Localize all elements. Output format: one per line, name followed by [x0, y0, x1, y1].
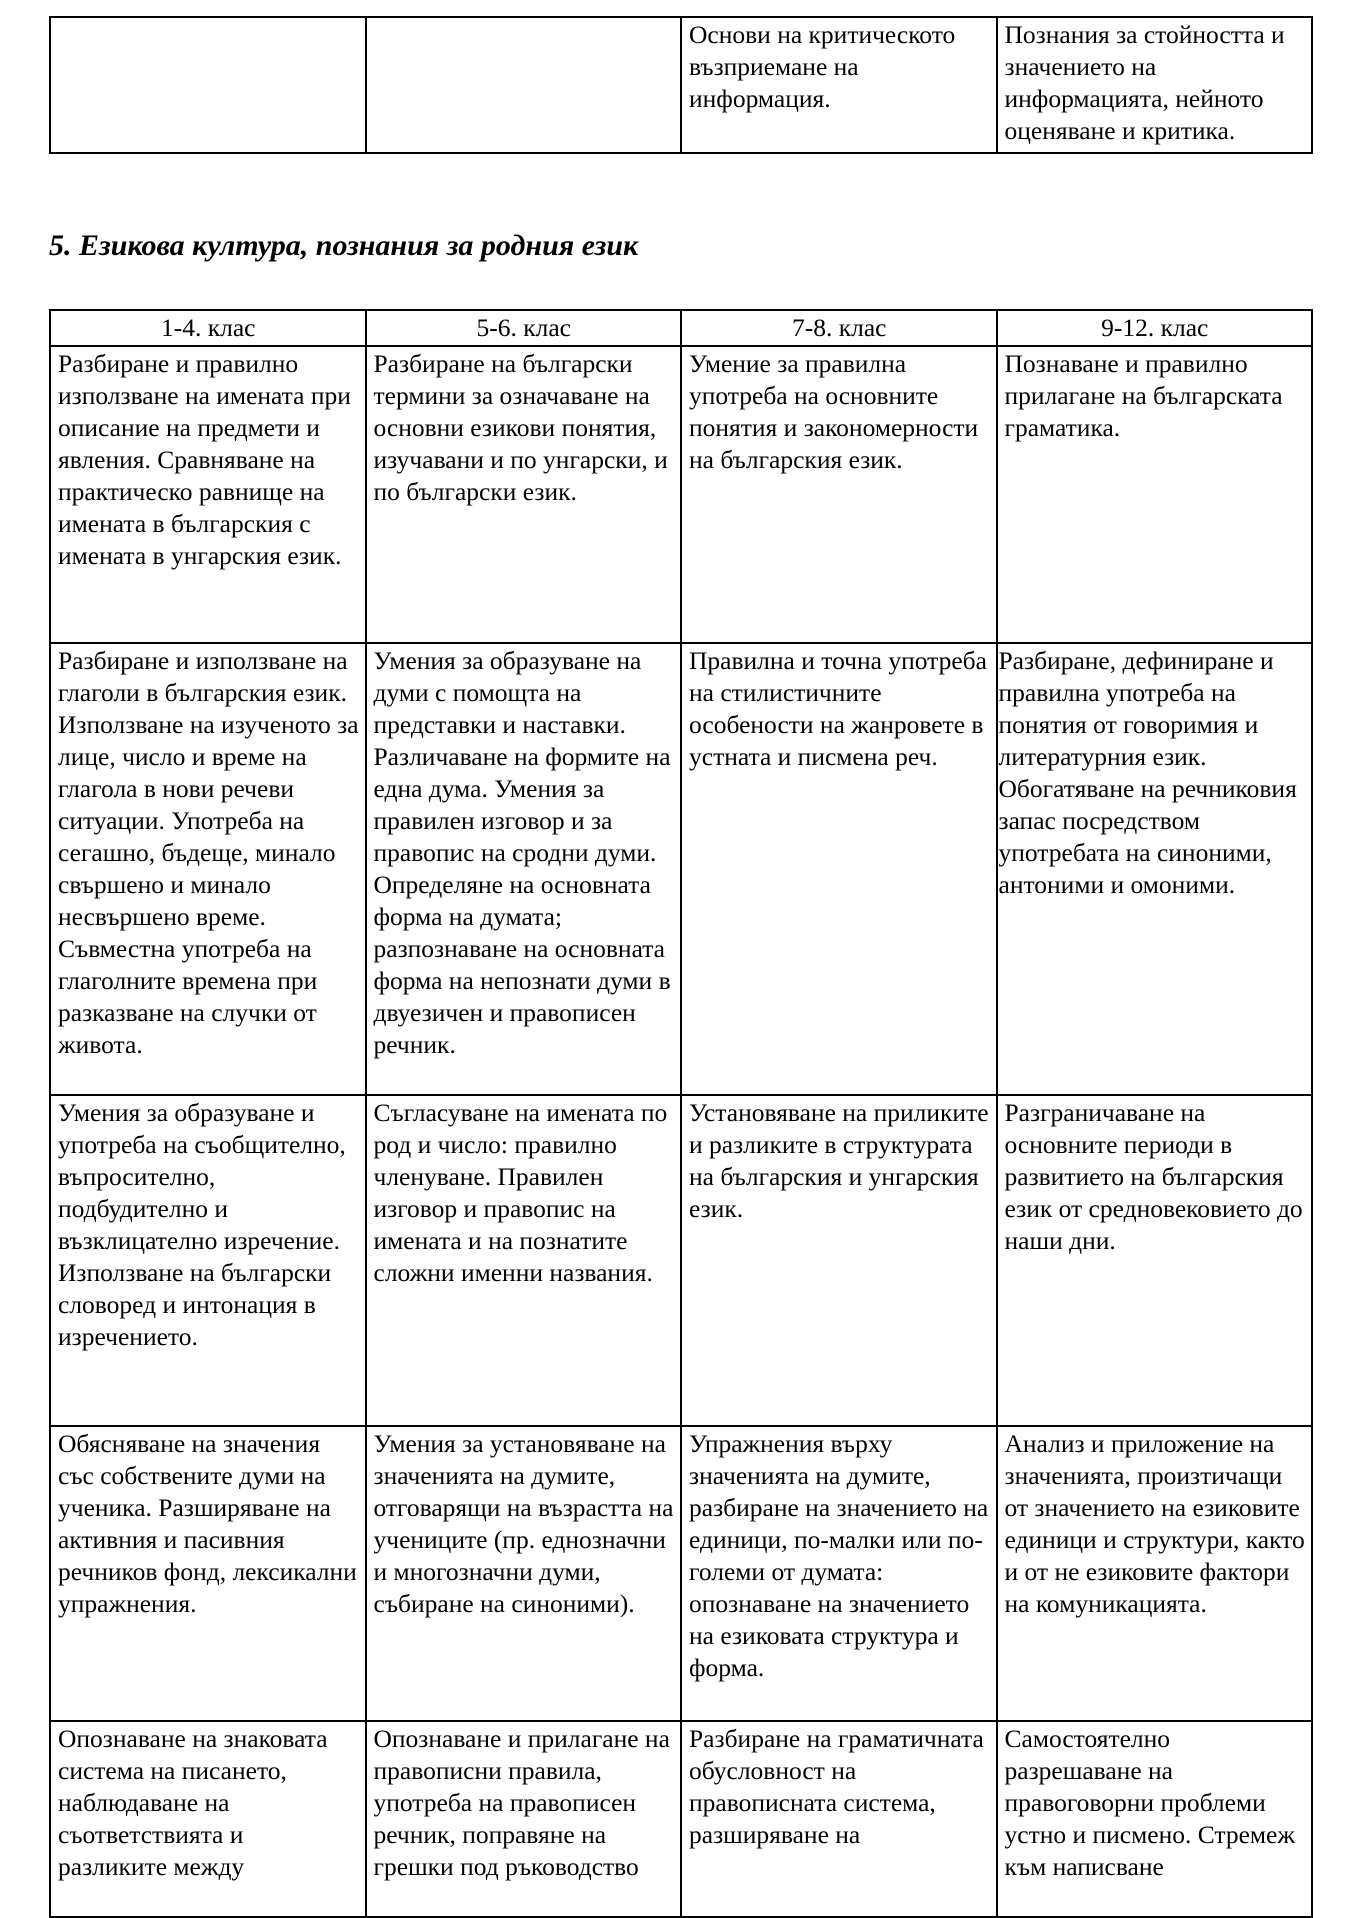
column-header: 1-4. клас — [50, 310, 366, 346]
table-cell: Правилна и точна употреба на стилистичните особености на жанровете в устната и писмена реч. — [681, 643, 997, 1095]
column-header: 7-8. клас — [681, 310, 997, 346]
table-cell — [366, 17, 682, 153]
table-cell: Основи на критическото възприемане на информация. — [681, 17, 997, 153]
column-header: 9-12. клас — [997, 310, 1313, 346]
table-cell: Умения за установяване на значенията на думите, отговарящи на възрастта на учениците (пр. еднозначни и многозначни думи, събиране на синоними). — [366, 1426, 682, 1721]
table-cell: Разбиране и правилно използване на имената при описание на предмети и явления. Сравняване на практическо равнище на имената в българския с имената в унгарския език. — [50, 346, 366, 643]
table-row — [50, 1721, 1312, 1917]
curriculum-table — [49, 309, 1313, 1918]
table-cell: Познаване и правилно прилагане на българската граматика. — [997, 346, 1313, 643]
continued-table — [49, 16, 1313, 154]
table-cell: Обясняване на значения със собствените думи на ученика. Разширяване на активния и пасивния речников фонд, лексикални упражнения. — [50, 1426, 366, 1721]
table-cell: Познания за стойността и значението на информацията, нейното оценяване и критика. — [997, 17, 1313, 153]
table-row — [50, 1426, 1312, 1721]
table-cell: Анализ и приложение на значенията, произтичащи от значението на езиковите единици и структури, както и от не езиковите фактори на комуникацията. — [997, 1426, 1313, 1721]
table-row — [50, 17, 1312, 153]
table-cell: Умения за образуване и употреба на съобщително, въпросително, подбудително и възклицателно изречение. Използване на български словоред и интонация в изречението. — [50, 1095, 366, 1426]
table-cell: Съгласуване на имената по род и число: правилно членуване. Правилен изговор и правопис на имената и на познатите сложни именни названия. — [366, 1095, 682, 1426]
table-cell: Умение за правилна употреба на основните понятия и закономерности на българския език. — [681, 346, 997, 643]
table-cell: Разбиране на български термини за означаване на основни езикови понятия, изучавани и по унгарски, и по български език. — [366, 346, 682, 643]
table-cell: Опознаване и прилагане на правописни правила, употреба на правописен речник, поправяне на грешки под ръководство — [366, 1721, 682, 1917]
table-cell: Разграничаване на основните периоди в развитието на българския език от средновековието до наши дни. — [997, 1095, 1313, 1426]
table-row — [50, 1095, 1312, 1426]
table-header-row — [50, 310, 1312, 346]
table-cell: Разбиране, дефиниране и правилна употреба на понятия от говоримия и литературния език. Обогатяване на речниковия запас посредством употребата на синоними, антоними и омоними. — [997, 643, 1313, 1095]
table-cell: Разбиране и използване на глаголи в българския език. Използване на изученото за лице, число и време на глагола в нови речеви ситуации. Употреба на сегашно, бъдеще, минало свършено и минало несвършено време. Съвместна употреба на глаголните времена при разказване на случки от живота. — [50, 643, 366, 1095]
table-cell: Опознаване на знаковата система на писането, наблюдаване на съответствията и разликите между — [50, 1721, 366, 1917]
table-row — [50, 346, 1312, 643]
column-header: 5-6. клас — [366, 310, 682, 346]
table-cell: Упражнения върху значенията на думите, разбиране на значението на единици, по-малки или по-големи от думата: опознаване на значението на езиковата структура и форма. — [681, 1426, 997, 1721]
table-row — [50, 643, 1312, 1095]
section-heading: 5. Езикова култура, познания за родния език — [49, 229, 639, 262]
table-cell: Самостоятелно разрешаване на правоговорни проблеми устно и писмено. Стремеж към написване — [997, 1721, 1313, 1917]
table-cell: Умения за образуване на думи с помощта на представки и наставки. Различаване на формите на една дума. Умения за правилен изговор и за правопис на сродни думи. Определяне на основната форма на думата; разпознаване на основната форма на непознати думи в двуезичен и правописен речник. — [366, 643, 682, 1095]
table-cell — [50, 17, 366, 153]
table-cell: Установяване на приликите и разликите в структурата на българския и унгарския език. — [681, 1095, 997, 1426]
table-cell: Разбиране на граматичната обусловност на правописната система, разширяване на — [681, 1721, 997, 1917]
